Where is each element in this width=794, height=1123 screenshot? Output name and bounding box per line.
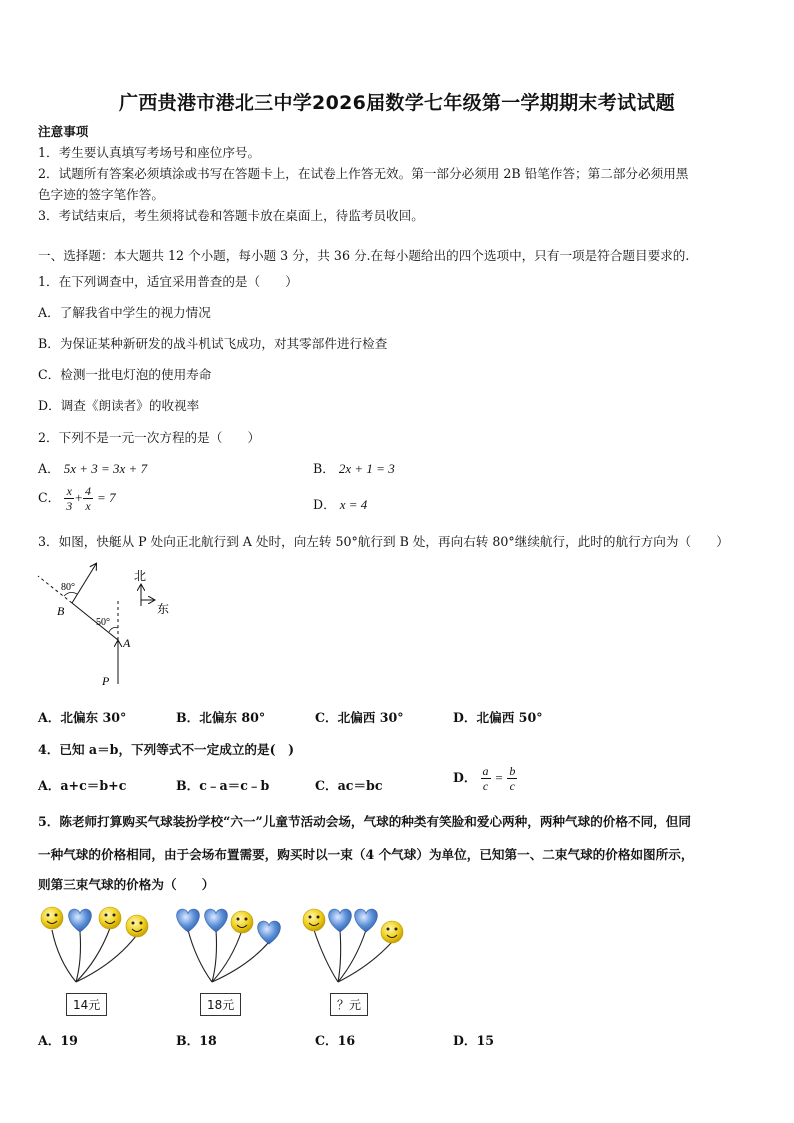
- q2-option-d: [313, 494, 367, 513]
- q2-stem: 2．下列不是一元一次方程的是（ ）: [38, 430, 261, 445]
- q1-stem: 1．在下列调查中，适宜采用普查的是（ ）: [38, 274, 298, 289]
- price-tag-bunch-2: 18元: [200, 993, 241, 1016]
- heart-balloon-icon: [177, 909, 200, 932]
- notice-heading: 注意事项: [38, 124, 89, 139]
- heart-balloon-icon: [329, 909, 352, 932]
- q5-stem-line: 5．陈老师打算购买气球装扮学校“六一”儿童节活动会场，气球的种类有笑脸和爱心两种，两种气球的价格不同，但同: [38, 814, 691, 829]
- point-a-label: A: [123, 636, 131, 650]
- smiley-balloon-icon: [381, 921, 403, 943]
- denominator: c: [509, 779, 515, 793]
- option-label: C．: [38, 490, 61, 505]
- heart-balloon-icon: [258, 921, 281, 944]
- denominator: c: [482, 779, 489, 793]
- denominator: 3: [66, 499, 73, 513]
- q2-option-b: [313, 458, 395, 477]
- path-a-to-b: [72, 603, 118, 640]
- fraction: [507, 764, 517, 793]
- q3-stem: 3．如图，快艇从 P 处向正北航行到 A 处时，向左转 50°航行到 B 处，再向右转 80°继续航行，此时的航行方向为（ ）: [38, 534, 729, 549]
- compass-north-label: 北: [134, 569, 147, 583]
- notice-item: 2．试题所有答案必须填涂或书写在答题卡上，在试卷上作答无效。第一部分必须用 2B 铅笔作答；第二部分必须用黑: [38, 166, 689, 181]
- q4-option-d: [453, 764, 517, 793]
- angle-label-50: 50°: [96, 617, 110, 628]
- notice-item: 色字迹的签字笔作答。: [38, 187, 164, 202]
- fraction: [481, 764, 491, 793]
- denominator: x: [85, 499, 91, 513]
- option-label: D．: [313, 497, 336, 512]
- q2-option-c: [38, 484, 116, 513]
- q4-option-c: C．ac＝bc: [315, 778, 383, 793]
- equation-rhs: = 7: [97, 490, 116, 505]
- path-b-heading: [72, 564, 96, 603]
- q5-stem-line: 一种气球的价格相同，由于会场布置需要，购买时以一束（4 个气球）为单位，已知第一、二束气球的价格如图所示，: [38, 847, 694, 862]
- option-label: A．: [38, 461, 60, 476]
- heart-balloon-icon: [69, 909, 92, 932]
- q1-option-c: C．检测一批电灯泡的使用寿命: [38, 367, 212, 382]
- q4-stem: 4．已知 a＝b，下列等式不一定成立的是( ): [38, 742, 295, 757]
- q5-option-a: A．19: [38, 1033, 78, 1048]
- navigation-diagram: [30, 558, 190, 693]
- q1-option-a: A．了解我省中学生的视力情况: [38, 305, 211, 320]
- numerator: 4: [85, 484, 92, 498]
- notice-item: 3．考试结束后，考生须将试卷和答题卡放在桌面上，待监考员收回。: [38, 208, 424, 223]
- heart-balloon-icon: [205, 909, 228, 932]
- angle-label-80: 80°: [61, 582, 75, 593]
- point-b-label: B: [57, 604, 65, 618]
- q3-option-d: D．北偏西 50°: [453, 710, 543, 725]
- option-label: B．: [313, 461, 335, 476]
- q5-option-c: C．16: [315, 1033, 356, 1048]
- notice-item: 1．考生要认真填写考场号和座位序号。: [38, 145, 261, 160]
- equation: 2x + 1 = 3: [338, 461, 395, 476]
- q3-option-c: C．北偏西 30°: [315, 710, 404, 725]
- option-label: D．: [453, 770, 477, 785]
- balloon-bunch-2: [177, 909, 281, 982]
- q2-option-a: [38, 458, 147, 477]
- numerator: x: [64, 484, 74, 499]
- smiley-balloon-icon: [99, 907, 121, 929]
- fraction: [64, 484, 74, 513]
- balloon-bunch-1: [41, 907, 148, 982]
- numerator: b: [509, 764, 516, 778]
- q5-option-d: D．15: [453, 1033, 495, 1048]
- angle-arc-50: [109, 628, 118, 633]
- page-title: 广西贵港市港北三中学2026届数学七年级第一学期期末考试试题: [119, 92, 675, 114]
- point-p-label: P: [102, 674, 110, 688]
- equation: x = 4: [339, 497, 368, 512]
- fraction: [83, 484, 93, 513]
- q5-stem-line: 则第三束气球的价格为（ ）: [38, 877, 215, 892]
- numerator: a: [482, 764, 489, 778]
- q1-option-d: D．调查《朗读者》的收视率: [38, 398, 200, 413]
- q3-option-a: A．北偏东 30°: [38, 710, 127, 725]
- smiley-balloon-icon: [303, 909, 325, 931]
- heart-balloon-icon: [355, 909, 378, 932]
- plus-sign: +: [74, 490, 84, 505]
- q4-option-b: B．c﹣a＝c﹣b: [176, 778, 270, 793]
- q1-option-b: B．为保证某种新研发的战斗机试飞成功，对其零部件进行检查: [38, 336, 388, 351]
- compass-east-label: 东: [157, 602, 170, 616]
- section-heading: 一、选择题：本大题共 12 个小题，每小题 3 分，共 36 分.在每小题给出的四个选项中，只有一项是符合题目要求的.: [38, 248, 690, 263]
- q3-option-b: B．北偏东 80°: [176, 710, 266, 725]
- q4-option-a: A．a+c＝b+c: [38, 778, 127, 793]
- smiley-balloon-icon: [126, 915, 148, 937]
- equals-sign: =: [494, 770, 504, 785]
- equation: 5x + 3 = 3x + 7: [63, 461, 148, 476]
- smiley-balloon-icon: [41, 907, 63, 929]
- price-tag-bunch-3: ？元: [330, 993, 368, 1016]
- price-tag-bunch-1: 14元: [66, 993, 107, 1016]
- q5-option-b: B．18: [176, 1033, 217, 1048]
- smiley-balloon-icon: [231, 911, 253, 933]
- balloon-bunch-3: [303, 909, 403, 982]
